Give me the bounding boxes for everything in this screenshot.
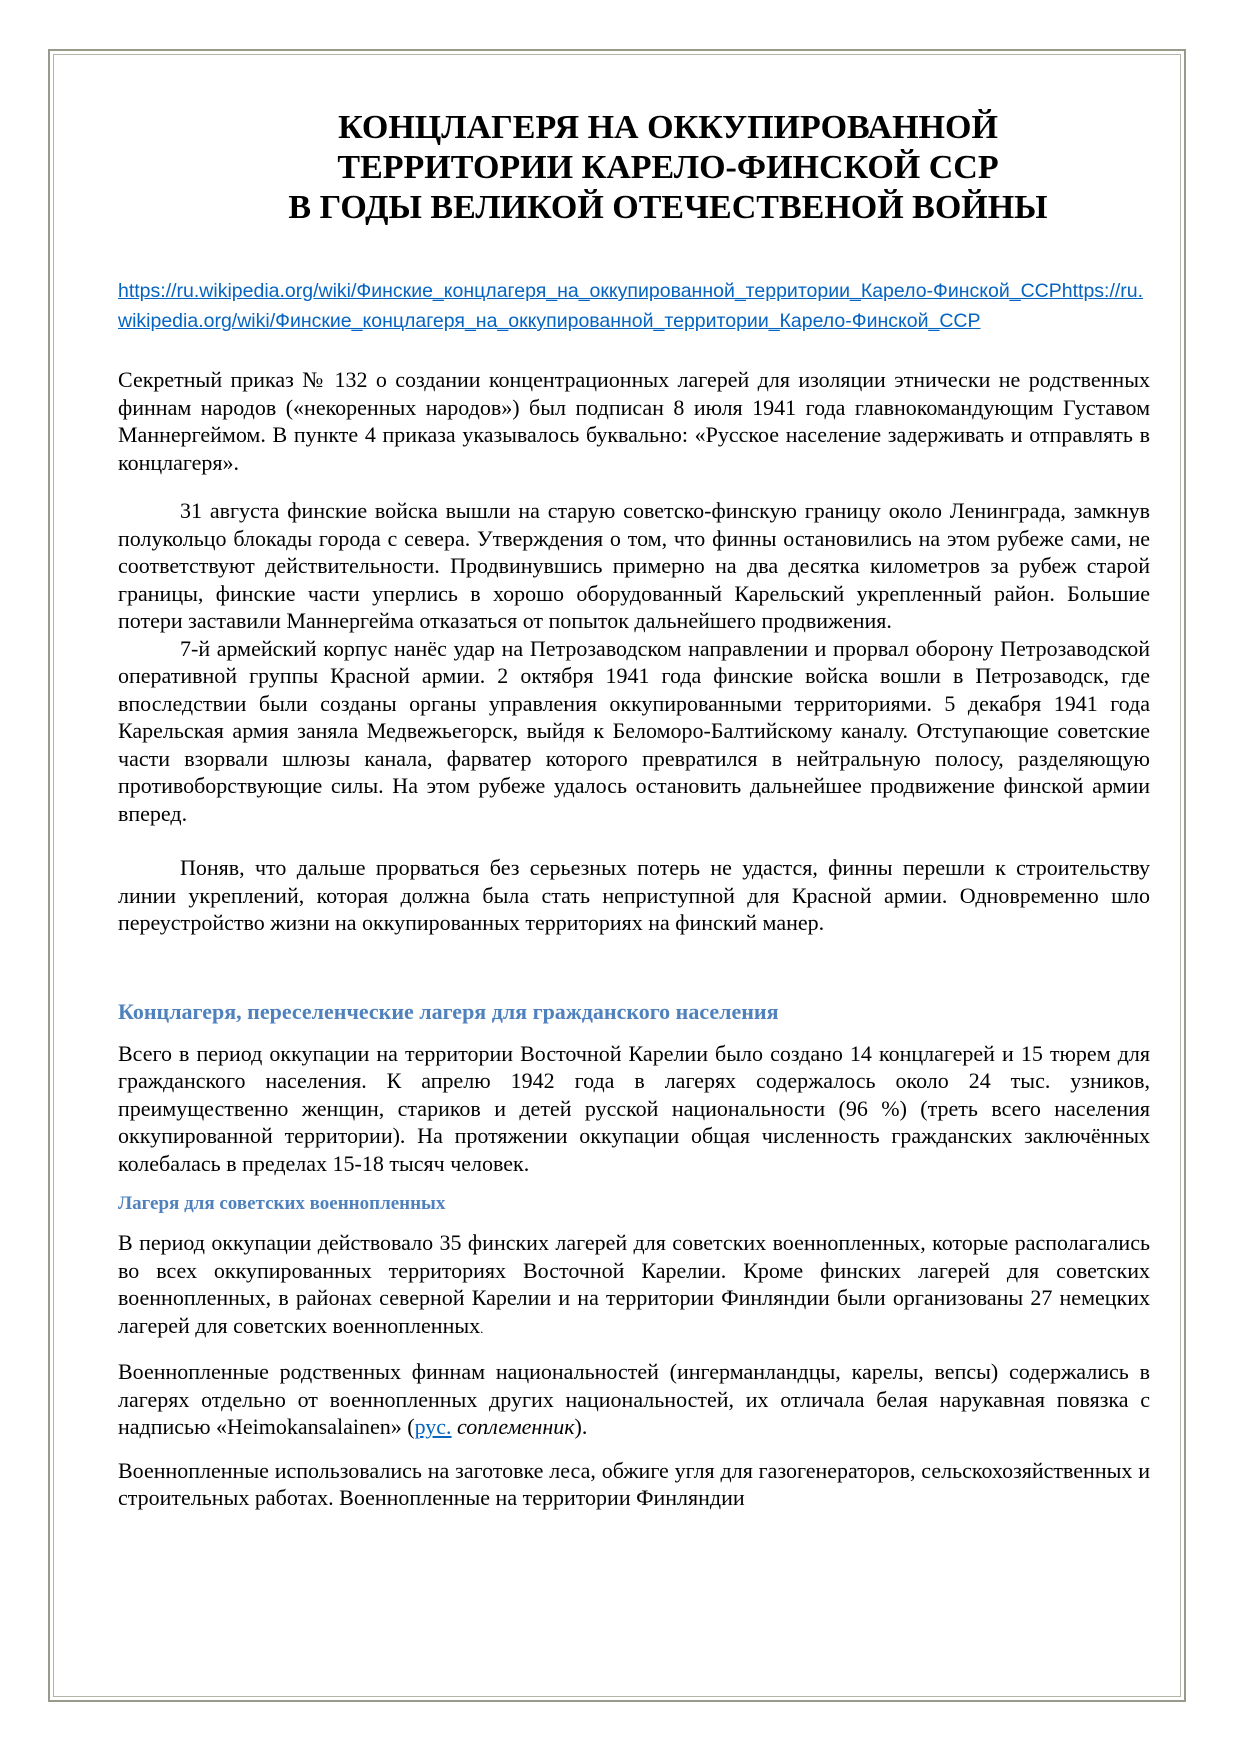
paragraph-fortifications: Поняв, что дальше прорваться без серьезных потерь не удастся, финны перешли к строительству линии укреплений, которая должна была стать неприступной для Красной армии. Одновременно шло переустройство жизни на оккупированных территориях на финский манер.	[118, 855, 1150, 935]
paragraph-civilian-camps: Всего в период оккупации на территории Восточной Карелии было создано 14 концлагерей и 15 тюрем для гражданского населения. К апрелю 1942 года в лагерях содержалось около 24 тыс. узников, преимущественно женщин, стариков и детей русской национальности (96 %) (треть всего населения оккупированной территории). На протяжении оккупации общая численность гражданских заключённых колебалась в пределах 15-18 тысяч человек.	[118, 1040, 1150, 1176]
title-line-2: ТЕРРИТОРИИ КАРЕЛО-ФИНСКОЙ ССР	[337, 149, 999, 186]
document-body	[118, 108, 1150, 1512]
kindred-pows-text-end: ).	[574, 1414, 588, 1439]
paragraph-august-31: 31 августа финские войска вышли на старую советско-финскую границу около Ленинграда, замкнув полукольцо блокады города с севера. Утверждения о том, что финны остановились на этом рубеже сами, не соответствуют действительности. Продвинувшись примерно на два десятка километров за рубеж старой границы, финские части уперлись в хорошо оборудованный Карельский укрепленный район. Большие потери заставили Маннергейма отказаться от попыток дальнейшего продвижения.	[118, 498, 1150, 633]
rus-link[interactable]: рус.	[414, 1414, 452, 1439]
section-heading-pow-camps: Лагеря для советских военнопленных	[118, 1193, 446, 1214]
paragraph-secret-order: Секретный приказ № 132 о создании концентрационных лагерей для изоляции этнически не родственных финнам народов («некоренных народов») был подписан 8 июля 1941 года главнокомандующим Густавом Маннергеймом. В пункте 4 приказа указывалось буквально: «Русское население задерживать и отправлять в концлагеря».	[118, 367, 1150, 475]
paragraph-7th-corps: 7-й армейский корпус нанёс удар на Петрозаводском направлении и прорвал оборону Петрозаводской оперативной группы Красной армии. 2 октября 1941 года финские войска вошли в Петрозаводск, где впоследствии были созданы органы управления оккупированными территориями. 5 декабря 1941 года Карельская армия заняла Медвежьегорск, выйдя к Беломоро-Балтийскому каналу. Отступающие советские части взорвали шлюзы канала, фарватер которого превратился в нейтральную полосу, разделяющую противоборствующие силы. На этом рубеже удалось остановить дальнейшее продвижение финской армии вперед.	[118, 635, 1150, 826]
paragraph-pow-labor: Военнопленные использовались на заготовке леса, обжиге угля для газогенераторов, сельскохозяйственных и строительных работах. Военнопленные на территории Финляндии	[118, 1457, 1150, 1510]
pow-camps-text-end: .	[480, 1320, 484, 1336]
document-title	[118, 108, 1128, 228]
wikipedia-link[interactable]: https://ru.wikipedia.org/wiki/Финские_концлагеря_на_оккупированной_территории_Карело-Финской_ССРhttps://ru.wikipedia.org/wiki/Финские_концлагеря_на_оккупированной_территории_Карело-Финской_ССР	[118, 280, 1144, 332]
kindred-translation: соплеменник	[457, 1414, 575, 1439]
paragraph-pow-camps	[118, 1229, 1150, 1342]
paragraph-kindred-pows	[118, 1358, 1150, 1441]
pow-camps-text: В период оккупации действовало 35 финских лагерей для советских военнопленных, которые располагались во всех оккупированных территориях Восточной Карелии. Кроме финских лагерей для советских военнопленных, в районах северной Карелии и на территории Финляндии были организованы 27 немецких лагерей для советских военнопленных	[118, 1230, 1150, 1338]
title-line-3: В ГОДЫ ВЕЛИКОЙ ОТЕЧЕСТВЕНОЙ ВОЙНЫ	[288, 189, 1048, 226]
section-heading-civilian-camps: Концлагеря, переселенческие лагеря для гражданского населения	[118, 998, 779, 1024]
kindred-pows-text: Военнопленные родственных финнам национальностей (ингерманландцы, карелы, вепсы) содержались в лагерях отдельно от военнопленных других национальностей, их отличала белая нарукавная повязка с надписью «Heimokansalainen» (	[118, 1359, 1150, 1439]
title-line-1: КОНЦЛАГЕРЯ НА ОККУПИРОВАННОЙ	[338, 109, 998, 146]
